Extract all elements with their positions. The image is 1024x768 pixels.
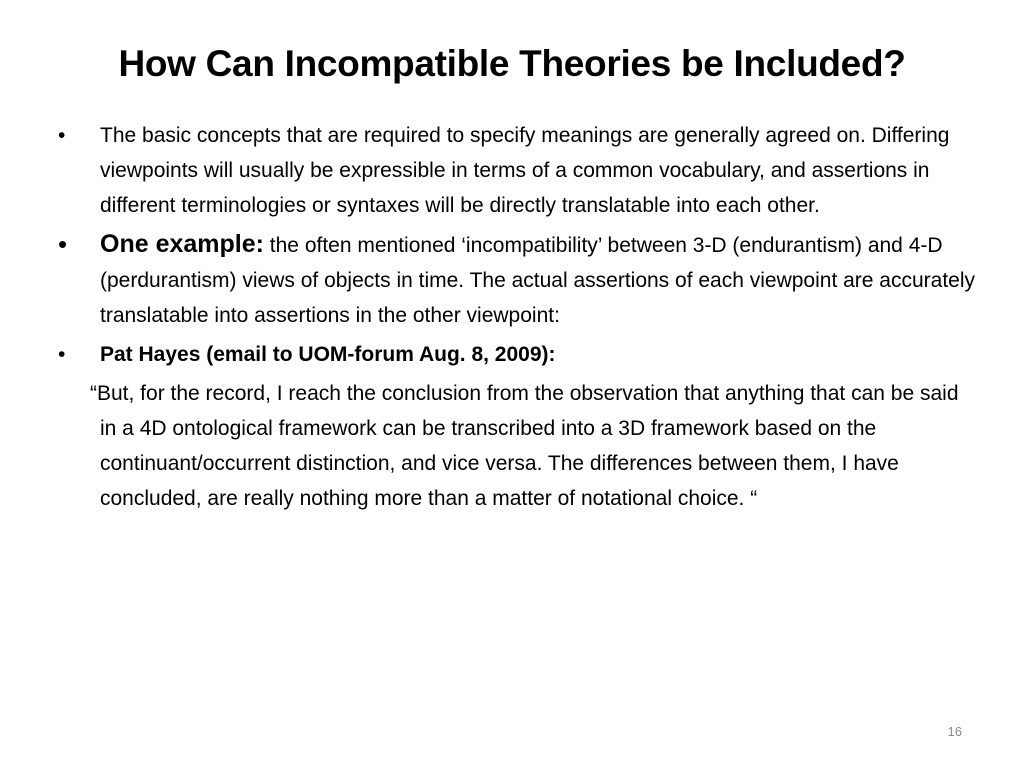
bullet-lead: One example: <box>100 230 264 258</box>
bullet-marker: • <box>58 124 66 147</box>
bullet-item <box>56 118 976 223</box>
quote-text: “But, for the record, I reach the conclusion from the observation that anything that can be said in a 4D ontological framework can be transcribed into a 3D framework based on the continuant/occurrent distinction, and vice versa. The differences between them, I have concluded, are really nothing more than a matter of notational choice. “ <box>90 382 959 510</box>
slide-title: How Can Incompatible Theories be Included? <box>118 43 906 84</box>
bullet-item <box>56 227 976 333</box>
bullet-marker: • <box>58 229 68 259</box>
bullet-marker: • <box>58 343 66 366</box>
bullet-text: the often mentioned ‘incompatibility’ between 3-D (endurantism) and 4-D (perdurantism) views of objects in time. The actual assertions of each viewpoint are accurately translatable into assertions in the other viewpoint: <box>100 234 976 327</box>
slide-body <box>56 118 976 516</box>
bullet-item <box>56 337 976 372</box>
page-number: 16 <box>947 724 962 739</box>
bullet-text: The basic concepts that are required to specify meanings are generally agreed on. Differing viewpoints will usually be expressible in terms of a common vocabulary, and assertions in different terminologies or syntaxes will be directly translatable into each other. <box>100 124 950 217</box>
bullet-lead: Pat Hayes (email to UOM-forum Aug. 8, 2009): <box>100 343 556 366</box>
